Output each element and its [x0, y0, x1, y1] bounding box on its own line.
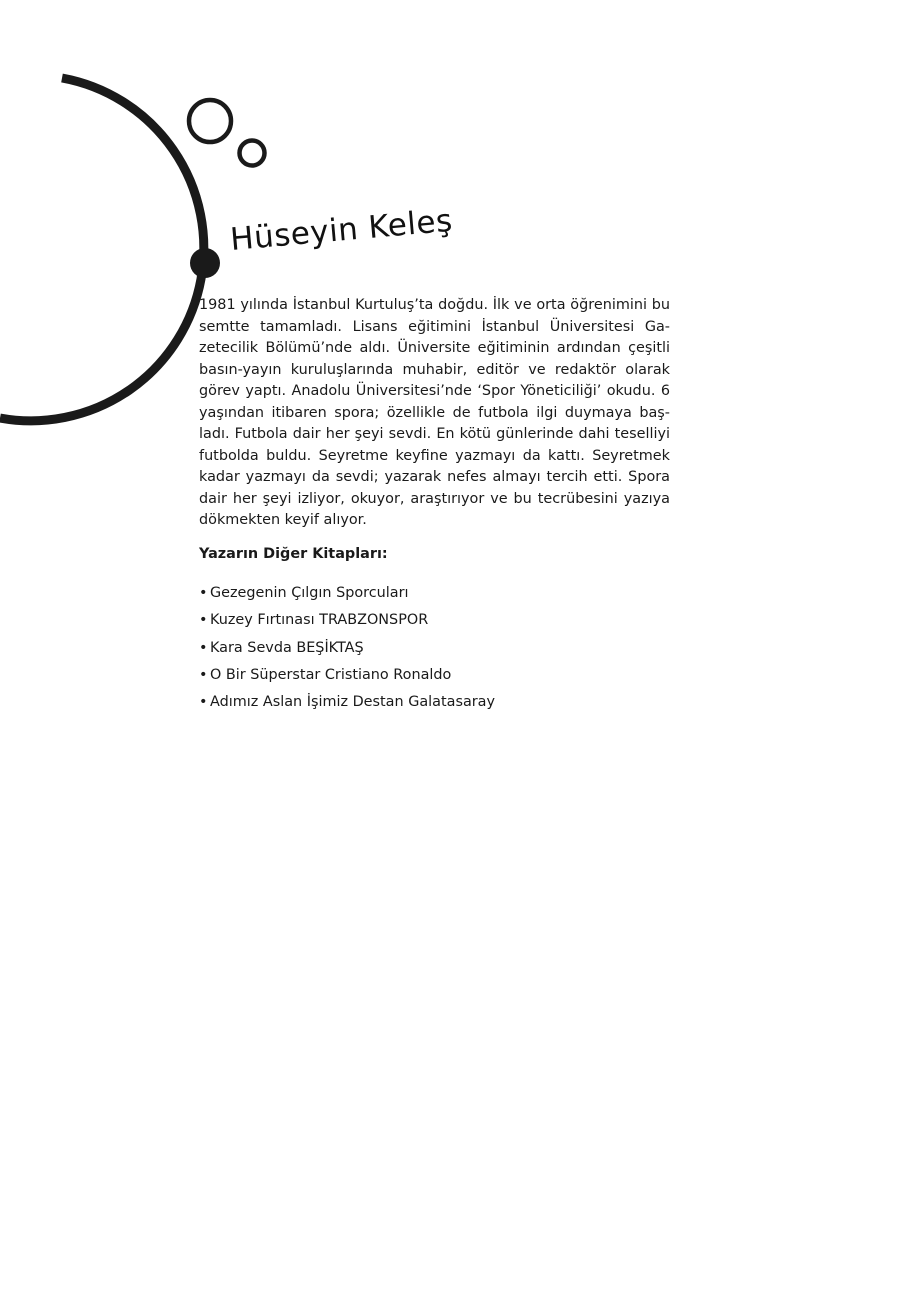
bubble-circle-small — [240, 141, 265, 166]
large-arc-bubble — [0, 78, 204, 421]
other-books-heading: Yazarın Diğer Kitapları: — [199, 546, 388, 562]
book-title: Gezegenin Çılgın Sporcuları — [210, 585, 409, 601]
list-item — [199, 666, 495, 693]
bubble-dot-filled — [190, 248, 220, 278]
bullet-glyph: • — [199, 585, 208, 601]
author-name: Hüseyin Keleş — [228, 202, 454, 258]
bullet-glyph: • — [199, 612, 208, 629]
list-item — [199, 611, 495, 638]
list-item — [199, 693, 495, 720]
list-item — [199, 639, 495, 666]
bubble-circle-medium — [189, 100, 231, 142]
list-item — [199, 584, 495, 611]
book-title: Kara Sevda BEŞİKTAŞ — [210, 639, 364, 656]
bullet-glyph: • — [199, 694, 208, 711]
book-title: Kuzey Fırtınası TRABZONSPOR — [210, 612, 429, 629]
book-title: Adımız Aslan İşimiz Destan Galatasaray — [210, 694, 496, 711]
author-biography: 1981 yılında İstanbul Kurtuluş’ta doğdu. İlk ve orta öğrenimini bu semtte tamamladı. Lisans eğitimini İstanbul Üniversitesi Gazetecilik Bölümü’nde aldı. Üniversite eğitiminin ardından çeşitli basın-yayın kuruluşlarında muhabir, editör ve redaktör olarak görev yaptı. Anadolu Üniversitesi’nde ‘Spor Yöneticiliği’ okudu. 6 yaşından itibaren spora; özellikle de futbola ilgi duymaya başladı. Futbola dair her şeyi sevdi. En kötü günlerinde dahi teselliyi futbolda buldu. Seyretme keyfine yazmayı da kattı. Seyretmek kadar yazmayı da sevdi; yazarak nefes almayı tercih etti. Spora dair her şeyi izliyor, okuyor, araştırıyor ve bu tecrübesini yazıya dökmekten keyif alıyor. — [199, 297, 670, 528]
bullet-glyph: • — [199, 666, 208, 683]
bullet-glyph: • — [199, 639, 208, 656]
other-books-list — [199, 584, 495, 720]
book-title: O Bir Süperstar Cristiano Ronaldo — [210, 666, 452, 683]
